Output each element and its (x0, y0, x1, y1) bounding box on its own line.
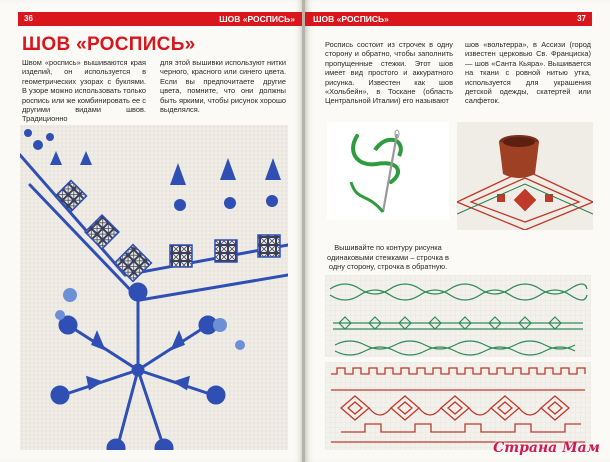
text-column-2: шов «вольтерра», в Ассизи (город известен церковью Св. Франциска) — шов «Санта Кьяра». Вышивается на ткани с ровной нитью утка, используется для украшения детской одежды, скатертей или салфеток. (465, 40, 591, 106)
needle-diagram (327, 122, 449, 220)
running-head-title: ШОВ «РОСПИСЬ» (313, 14, 389, 24)
red-border-diagram (325, 362, 591, 450)
watermark: Страна Мам (493, 440, 600, 456)
red-border-patterns (325, 362, 591, 450)
running-head (18, 12, 303, 26)
page-number: 37 (577, 14, 586, 23)
embroidery-photo (20, 125, 288, 450)
thimble-illustration (457, 122, 593, 230)
green-border-patterns (325, 275, 591, 357)
embroidery-illustration (20, 125, 288, 450)
left-page (0, 0, 303, 462)
text-column-1: Швом «роспись» вышиваются края изделий, он используется в геометрических узорах с буклями. В узоре можно использовать только роспись или же комбинировать ее с другими видами швов. Традиционно (22, 58, 146, 124)
page-number: 36 (24, 14, 33, 23)
text-column-1: Роспись состоит из строчек в одну сторону и обратно, чтобы заполнить пропущенные стежки. Этот шов имеет вид простого и аккуратного рисунка. Известен как шов «Хольбейн», в Тоскане (область Центральной Италии) его называют (325, 40, 453, 106)
needle-stitch-diagram (327, 122, 449, 220)
figure-caption: Вышивайте по контуру рисунка одинаковыми стежками – строчка в одну сторону, строчка в обратную. (327, 243, 449, 272)
green-border-diagram (325, 275, 591, 357)
running-head-title: ШОВ «РОСПИСЬ» (219, 14, 295, 24)
section-title: ШОВ «РОСПИСЬ» (22, 34, 196, 55)
thimble-photo (457, 122, 593, 230)
right-page (305, 0, 610, 462)
running-head (305, 12, 592, 26)
text-column-2: для этой вышивки используют нитки черного, красного или синего цвета. Если вы предпочитаете другие цвета, помните, что они должны быть яркими, чтобы рисунок хорошо выделялся. (160, 58, 286, 115)
